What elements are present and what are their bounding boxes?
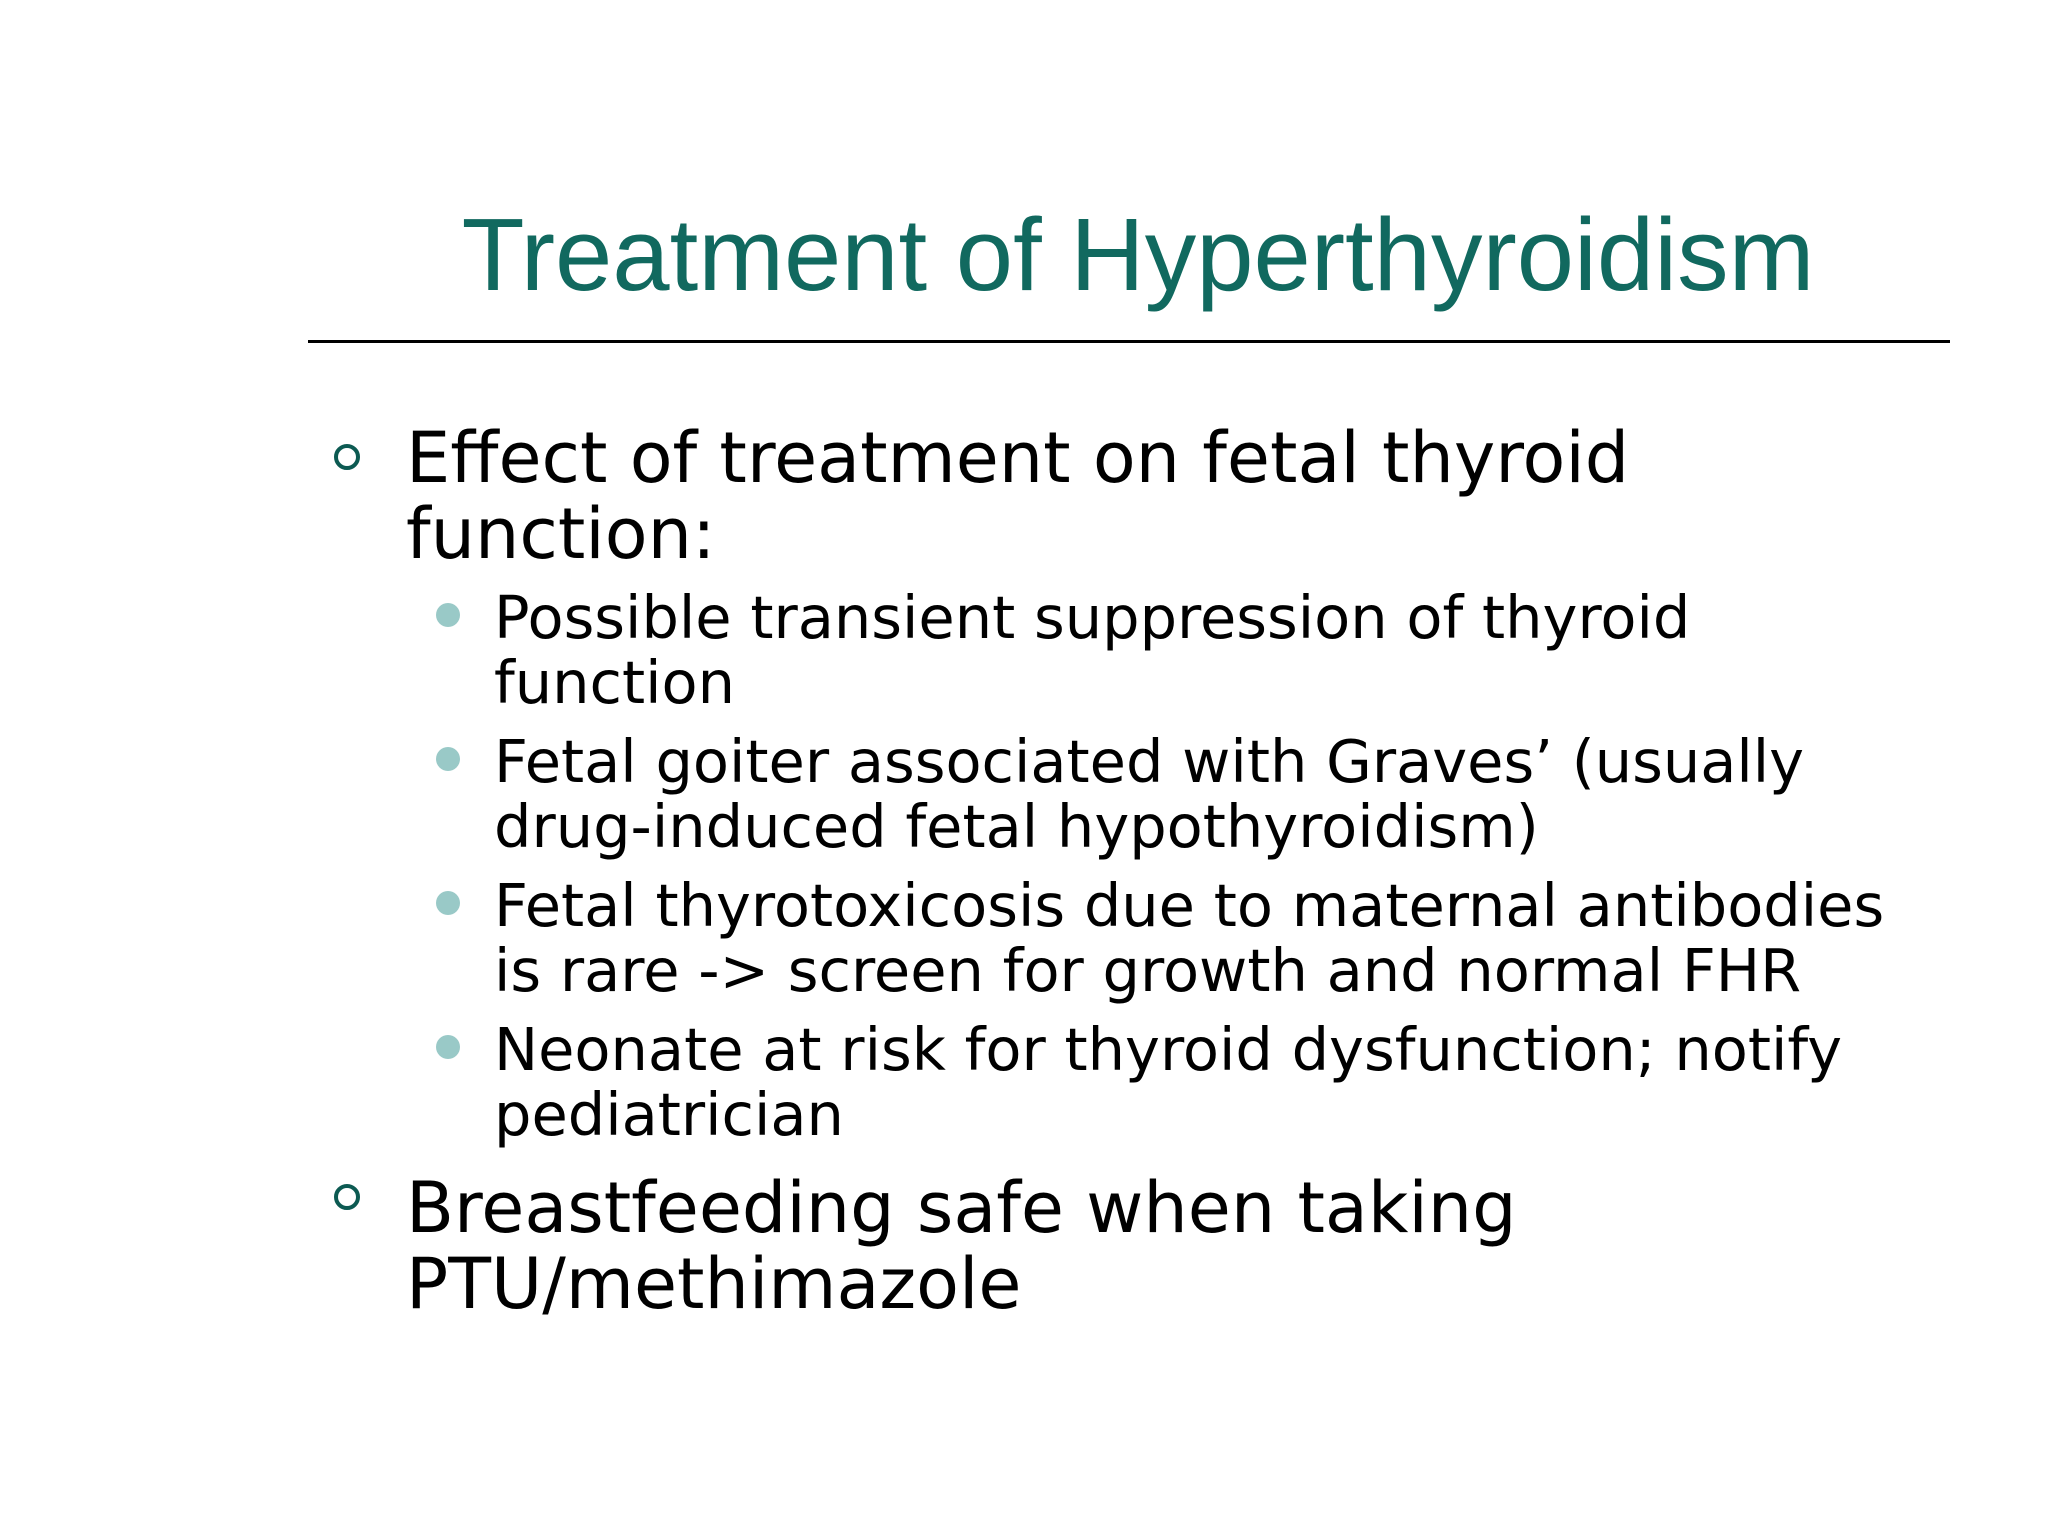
sub-bullet-line: Fetal goiter associated with Graves’ (usually — [494, 727, 1805, 796]
sub-bullet-line: drug-induced fetal hypothyroidism) — [494, 792, 1539, 861]
filled-dot-bullet-icon — [436, 747, 460, 771]
sub-bullet-line: is rare -> screen for growth and normal FHR — [494, 936, 1802, 1005]
sub-bullet-item — [494, 873, 1884, 1003]
title-divider — [308, 340, 1950, 343]
sub-bullet-line: function — [494, 648, 736, 717]
sub-bullet-item — [494, 1017, 1842, 1147]
bullet-line: PTU/methimazole — [406, 1243, 1022, 1325]
slide-title: Treatment of Hyperthyroidism — [461, 197, 1815, 312]
sub-bullet-line: pediatrician — [494, 1080, 844, 1149]
filled-dot-bullet-icon — [436, 891, 460, 915]
hollow-circle-bullet-icon — [334, 444, 360, 470]
filled-dot-bullet-icon — [436, 603, 460, 627]
bullet-item — [406, 1167, 1517, 1325]
filled-dot-bullet-icon — [436, 1035, 460, 1059]
bullet-line: Effect of treatment on fetal thyroid — [406, 417, 1630, 499]
sub-bullet-line: Neonate at risk for thyroid dysfunction; notify — [494, 1015, 1843, 1084]
bullet-line: function: — [406, 493, 716, 575]
hollow-circle-bullet-icon — [334, 1184, 360, 1210]
bullet-item — [406, 417, 1630, 575]
sub-bullet-line: Possible transient suppression of thyroid — [494, 583, 1691, 652]
sub-bullet-item — [494, 585, 1690, 715]
bullet-line: Breastfeeding safe when taking — [406, 1167, 1517, 1249]
sub-bullet-item — [494, 729, 1804, 859]
sub-bullet-line: Fetal thyrotoxicosis due to maternal antibodies — [494, 871, 1885, 940]
